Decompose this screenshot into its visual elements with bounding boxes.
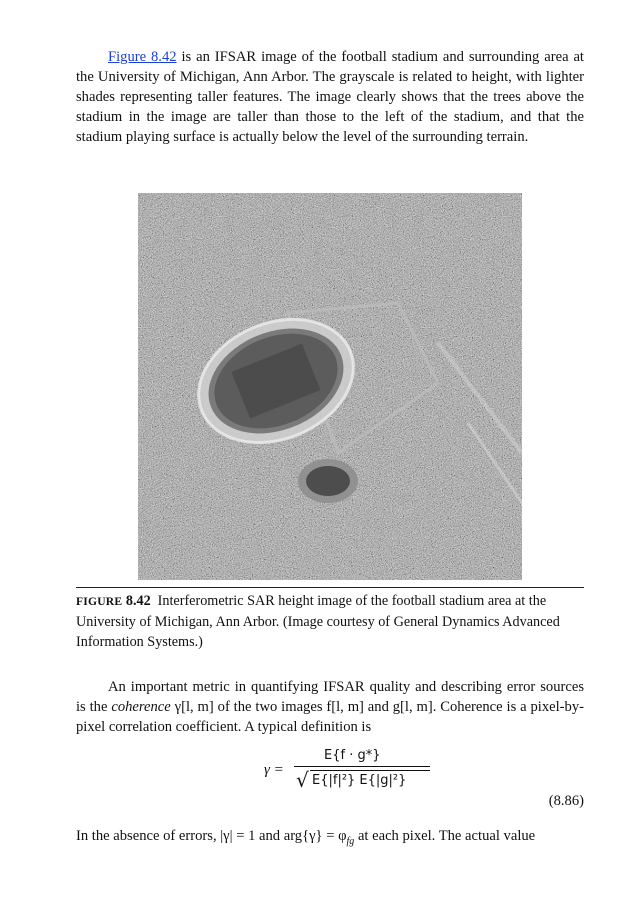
equation-number: (8.86) [548,793,584,809]
equation-denominator: E{|f|²} E{|g|²} [312,773,407,788]
paragraph-errors [76,826,584,852]
equation-lhs: γ = [264,762,284,778]
paragraph-errors-text-2: at each pixel. The actual value [354,828,536,844]
paragraph-intro-text: is an IFSAR image of the football stadium and surrounding area at the University of Michigan, Ann Arbor. The grayscale is related to height, with lighter shades representing taller features. The image clearly shows that the trees above the stadium in the image are taller than those to the left of the stadium, and that the stadium playing surface is actually below the level of the surrounding terrain. [76,49,584,145]
figure-caption [76,591,584,652]
coherence-term: coherence [111,699,171,715]
paragraph-coherence-text-1: An important metric in quantifying IFSAR quality and describing error sources is the [76,679,584,715]
figure-caption-text: Interferometric SAR height image of the football stadium area at the University of Michigan, Ann Arbor. (Image courtesy of General Dynamics Advanced Information Systems.) [76,593,560,650]
figure-label: FIGURE [76,595,123,608]
paragraph-intro [76,47,584,147]
figure-link[interactable]: Figure 8.42 [108,49,177,65]
figure-number: 8.42 [125,593,151,609]
paragraph-errors-text-1: In the absence of errors, |γ| = 1 and arg{γ} = φ [76,828,347,844]
stadium-sar-image [138,193,522,580]
sar-image-graphic [138,193,522,580]
coherence-equation [264,748,434,798]
sqrt-sign: √ [296,768,309,792]
sqrt-overline [310,770,430,771]
paragraph-coherence-text-2: γ[l, m] of the two images f[l, m] and g[l, m]. Coherence is a pixel-by-pixel correlation coefficient. A typical definition is [76,699,584,735]
phi-subscript: fg [346,835,355,847]
fraction-bar [294,766,430,767]
caption-rule [76,587,584,588]
paragraph-coherence [76,677,584,737]
equation-numerator: E{f · g*} [324,748,381,763]
